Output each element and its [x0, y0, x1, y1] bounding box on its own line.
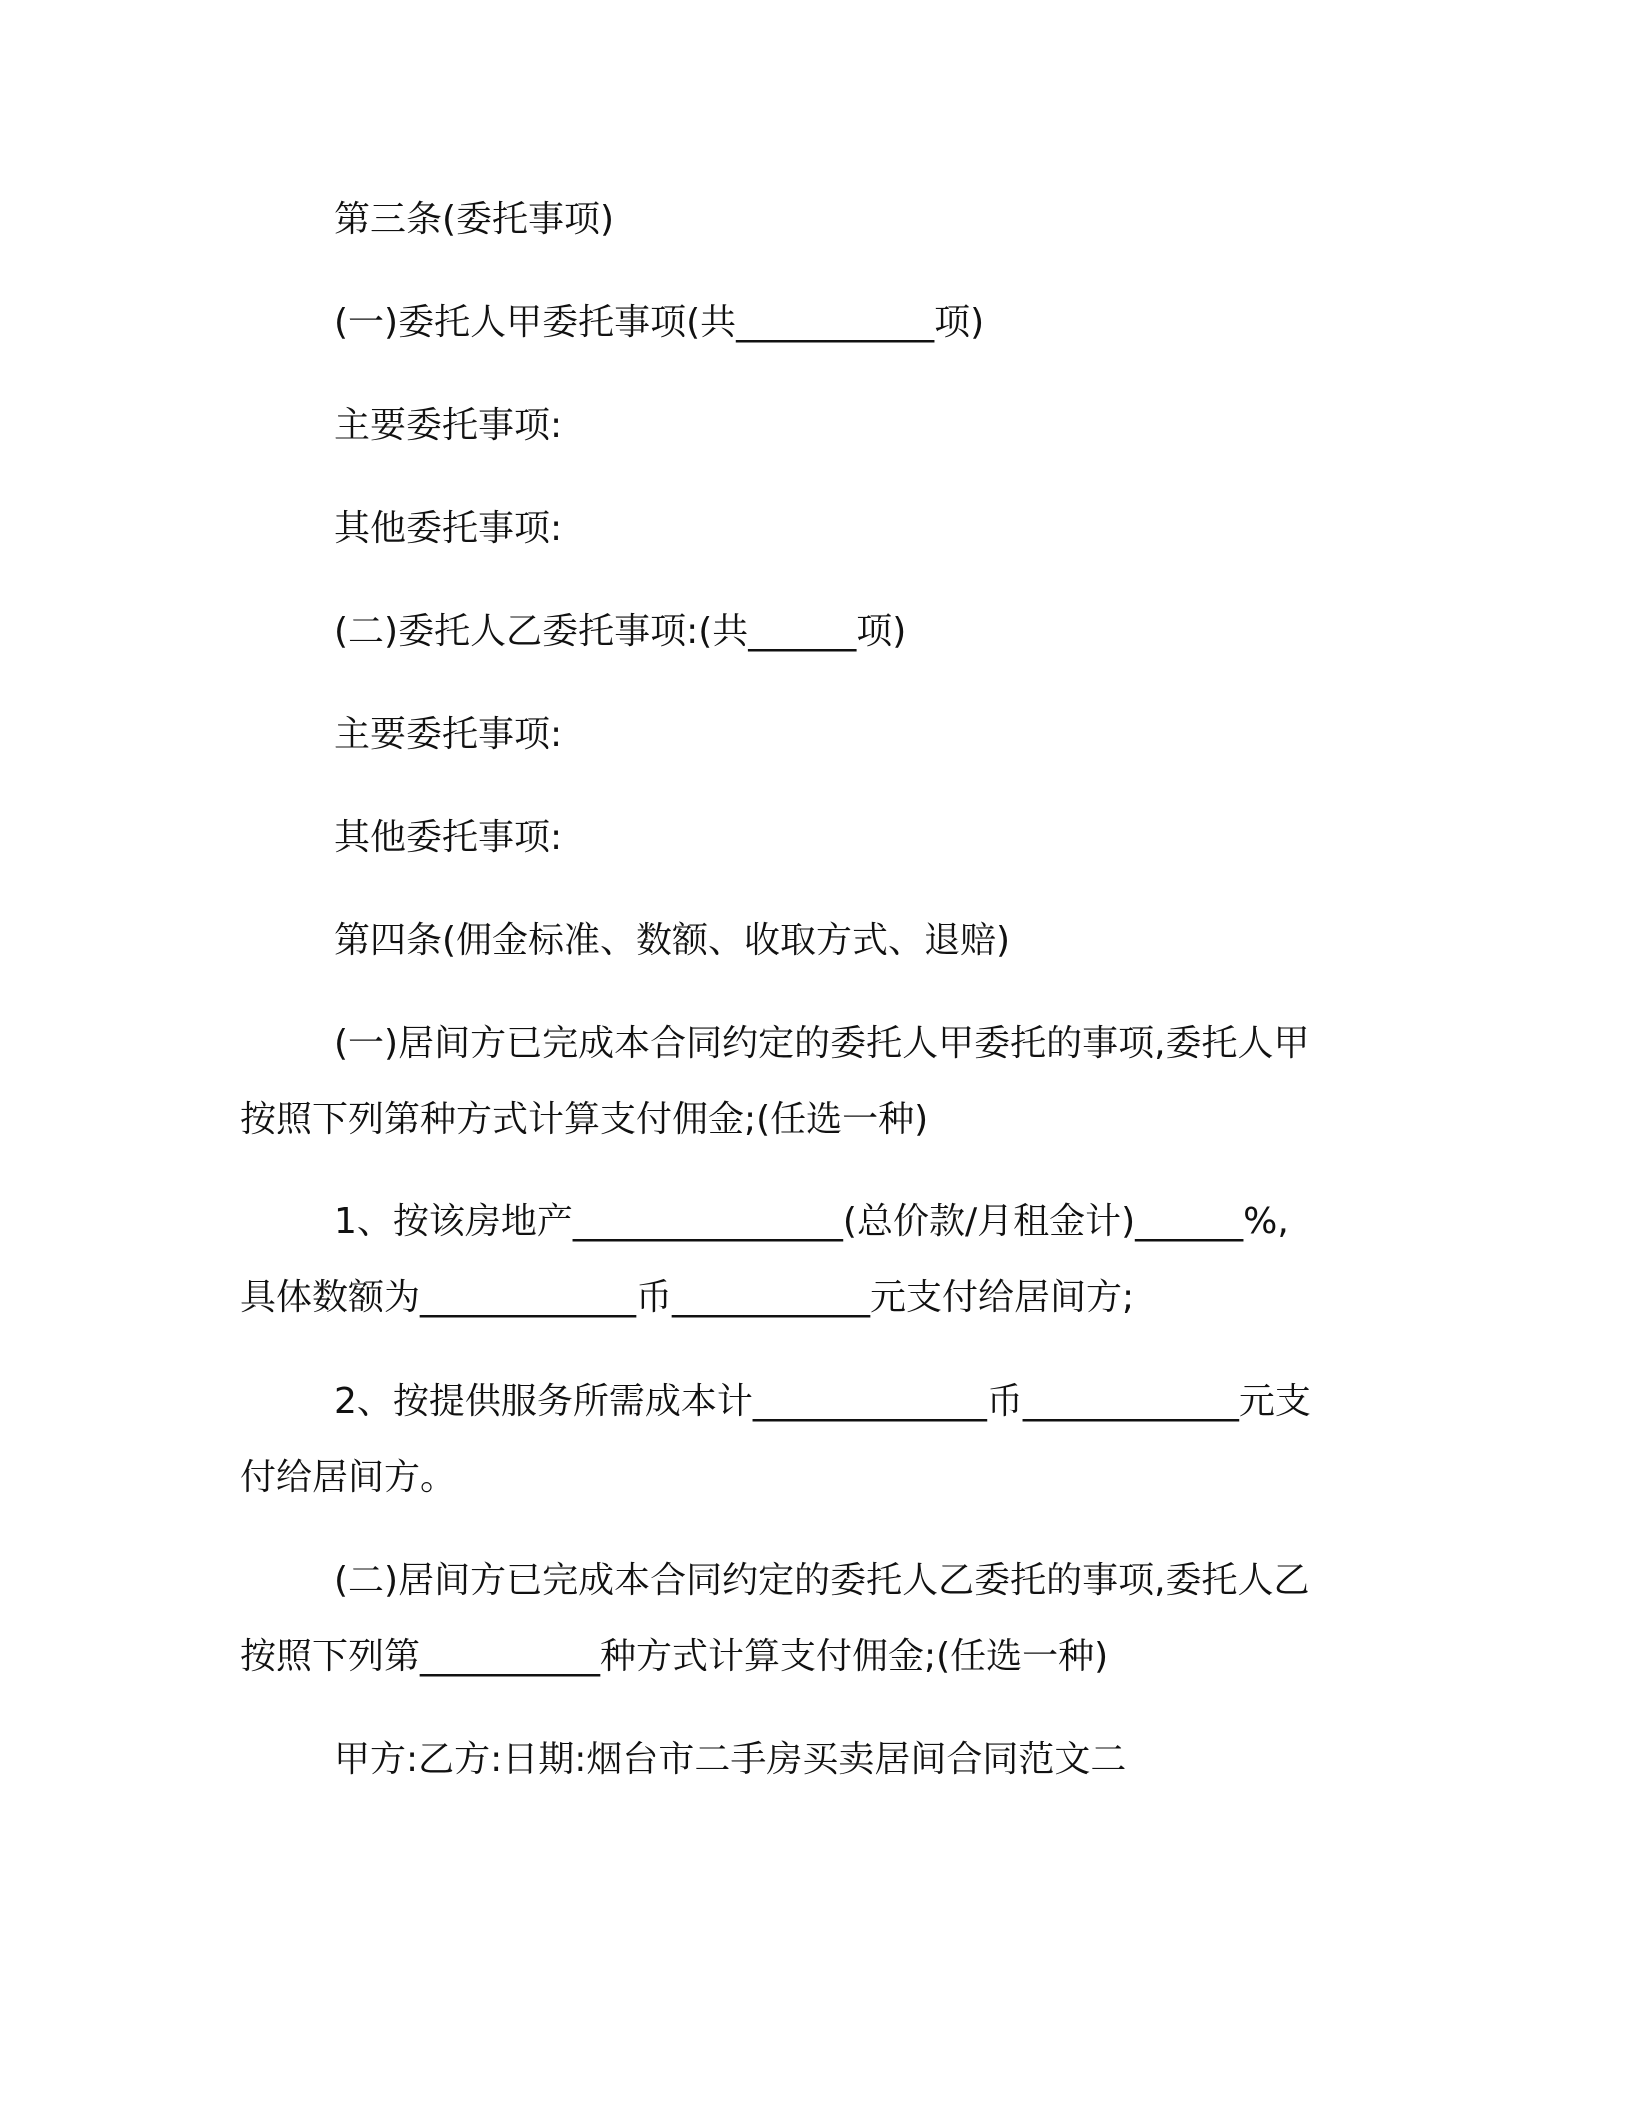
clause-a-line-2: 按照下列第种方式计算支付佣金;(任选一种) — [240, 1099, 929, 1140]
client-a-other-items: 其他委托事项: — [334, 508, 563, 549]
option-2-line-1: 2、按提供服务所需成本计_____________币____________元支 — [334, 1381, 1311, 1422]
article-3-heading: 第三条(委托事项) — [334, 199, 615, 240]
clause-a-line-1: (一)居间方已完成本合同约定的委托人甲委托的事项,委托人甲 — [334, 1023, 1310, 1064]
client-a-items-line: (一)委托人甲委托事项(共___________项) — [334, 302, 985, 343]
clause-b-line-1: (二)居间方已完成本合同约定的委托人乙委托的事项,委托人乙 — [334, 1560, 1310, 1601]
client-b-other-items: 其他委托事项: — [334, 817, 563, 858]
client-a-main-items: 主要委托事项: — [334, 405, 563, 446]
option-1-line-2: 具体数额为____________币___________元支付给居间方; — [240, 1277, 1135, 1318]
option-1-line-1: 1、按该房地产_______________(总价款/月租金计)______%, — [334, 1201, 1289, 1242]
signature-line: 甲方:乙方:日期:烟台市二手房买卖居间合同范文二 — [334, 1739, 1127, 1780]
client-b-items-line: (二)委托人乙委托事项:(共______项) — [334, 611, 907, 652]
option-2-line-2: 付给居间方。 — [240, 1457, 457, 1498]
clause-b-line-2: 按照下列第__________种方式计算支付佣金;(任选一种) — [240, 1636, 1109, 1677]
article-4-heading: 第四条(佣金标准、数额、收取方式、退赔) — [334, 920, 1011, 961]
client-b-main-items: 主要委托事项: — [334, 714, 563, 755]
